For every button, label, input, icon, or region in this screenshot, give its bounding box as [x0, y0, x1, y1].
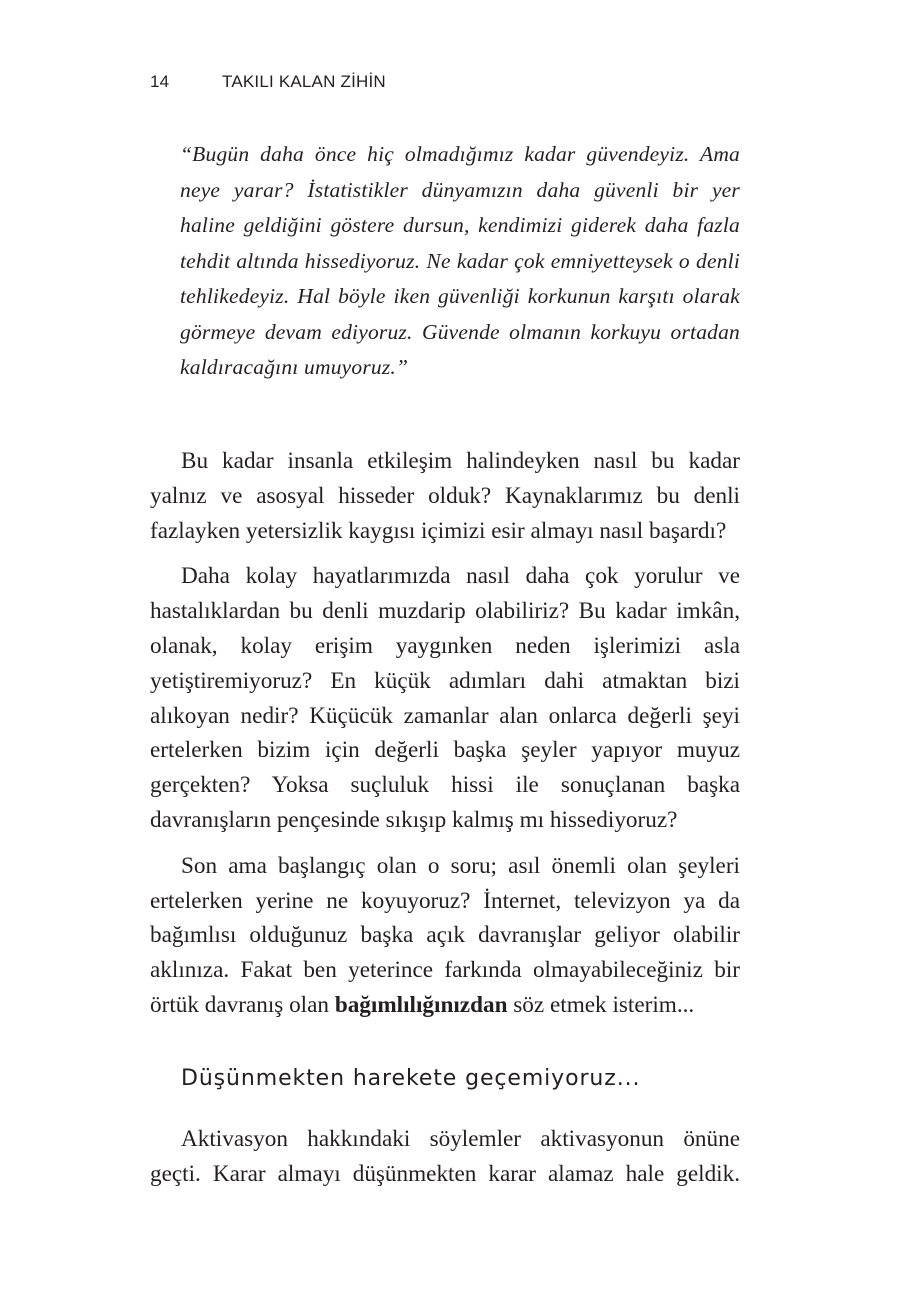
section-heading: Düşünmekten harekete geçemiyoruz... [181, 1066, 641, 1091]
body-text-run: Son ama başlangıç olan o soru; asıl önemli olan şeyleri ertelerken yerine ne koyuyoruz? İnternet, televizyon ya da bağımlısı olduğunuz başka açık davranışlar geliyor olabilir aklınıza. Fakat ben yeterince farkında olmayabileceğiniz bir örtük davranış olan [150, 852, 740, 1018]
book-title: TAKILI KALAN ZİHİN [222, 72, 386, 91]
bold-term: bağımlılığınızdan [334, 991, 508, 1018]
running-head [150, 72, 750, 98]
epigraph-quote: “Bugün daha önce hiç olmadığımız kadar güvendeyiz. Ama neye yarar? İstatistikler dünyamızın daha güvenli bir yer haline geldiğini göstere dursun, kendimizi giderek daha fazla tehdit altında hissediyoruz. Ne kadar çok emniyetteysek o denli tehlikedeyiz. Hal böyle iken güvenliği korkunun karşıtı olarak görmeye devam ediyoruz. Güvende olmanın korkuyu ortadan kaldıracağını umuyoruz.” [180, 142, 740, 379]
body-paragraph: Daha kolay hayatlarımızda nasıl daha çok yorulur ve hastalıklardan bu denli muzdarip olabiliriz? Bu kadar imkân, olanak, kolay erişim yaygınken neden işlerimizi asla yetiştiremiyoruz? En küçük adımları dahi atmaktan bizi alıkoyan nedir? Küçücük zamanlar alan onlarca değerli şeyi ertelerken bizim için değerli başka şeyler yapıyor muyuz gerçekten? Yoksa suçluluk hissi ile sonuçlanan başka davranışların pençesinde sıkışıp kalmış mı hissediyoruz? [150, 563, 740, 833]
page-number: 14 [150, 72, 170, 91]
body-text [150, 444, 740, 1034]
body-paragraph [150, 849, 740, 1023]
body-paragraph: Aktivasyon hakkındaki söylemler aktivasyonun önüne geçti. Karar almayı düşünmekten karar alamaz hale geldik. [150, 1126, 740, 1187]
body-text-run: söz etmek isterim... [507, 991, 695, 1018]
section-body [150, 1122, 740, 1203]
body-paragraph: Bu kadar insanla etkileşim halindeyken nasıl bu kadar yalnız ve asosyal hisseder olduk? Kaynaklarımız bu denli fazlayken yetersizlik kaygısı içimizi esir almayı nasıl başardı? [150, 448, 740, 544]
